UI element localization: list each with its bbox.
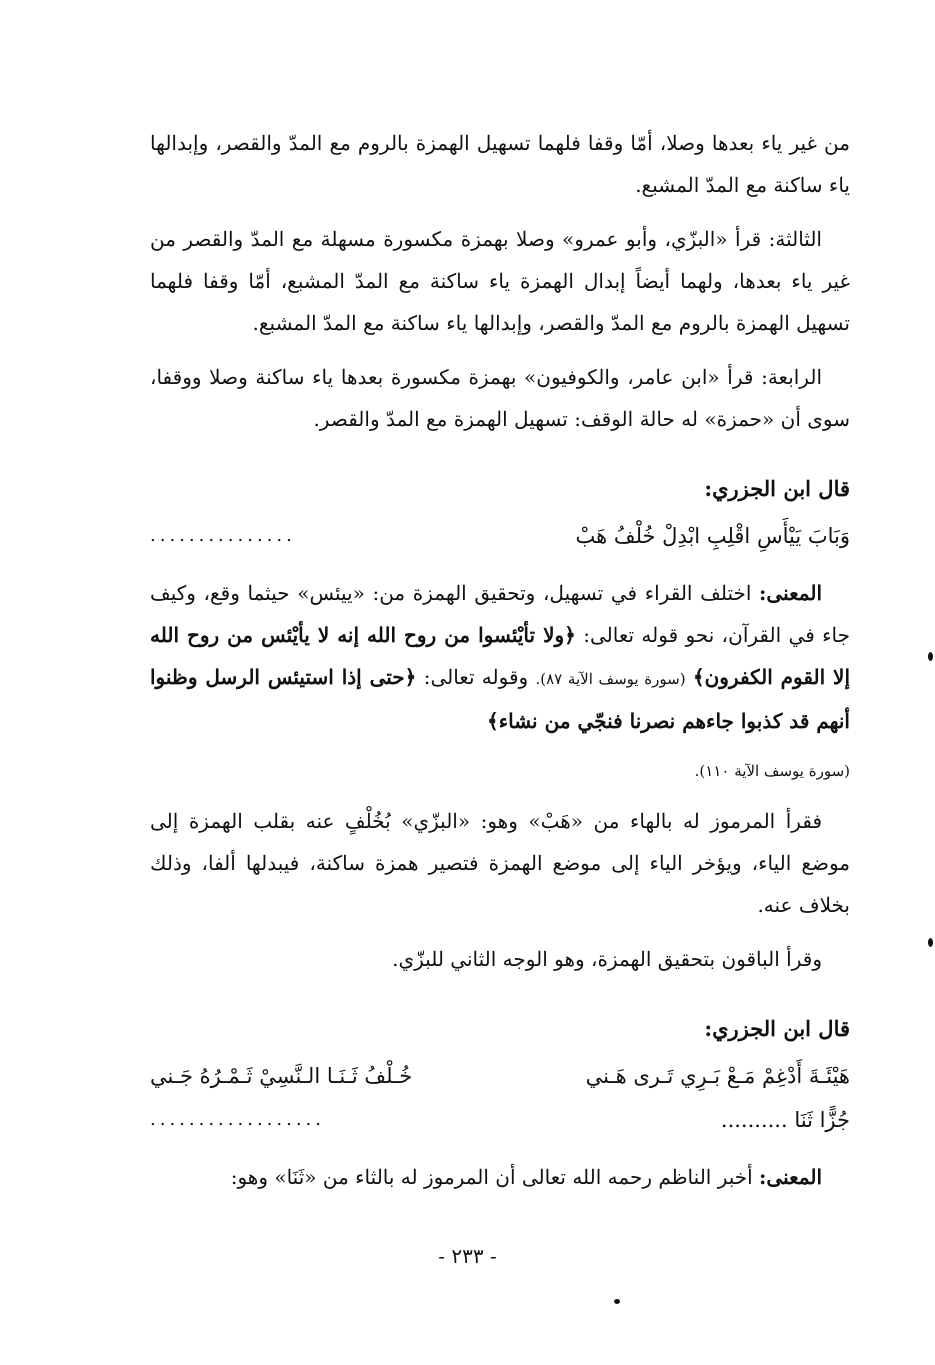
- meaning-text: اختلف القراء في تسهيل، وتحقيق الهمزة من: «ييئس» حيثما وقع، وكيف جاء في القرآن، نحو قوله تعالى:: [150, 581, 851, 647]
- paragraph: الرابعة: قرأ «ابن عامر، والكوفيون» بهمزة مكسورة بعدها ياء ساكنة وصلا ووقفا، سوى أن «حمزة» له حالة الوقف: تسهيل الهمزة مع المدّ والقصر.: [150, 365, 850, 431]
- verse-hemistich-left: خُـلْفُ ثَـنَـا الـنَّسِيْ ثَـمْـرُهُ جَـني: [150, 1064, 413, 1088]
- paragraph: الثالثة: قرأ «البزّي، وأبو عمرو» وصلا بهمزة مكسورة مسهلة مع المدّ والقصر من غير ياء بعدها، ولهما أيضاً إبدال الهمزة ياء ساكنة مع المدّ المشبع، أمّا وقفا فلهما تسهيل الهمزة بالروم مع المدّ والقصر، وإبدالها ياء ساكنة مع المدّ المشبع.: [150, 227, 850, 335]
- verse-hemistich-right: جُزًّا ثَنَا ..........: [720, 1108, 850, 1132]
- page-number: - ٢٣٣ -: [438, 1244, 497, 1268]
- connector-text: وقوله تعالى:: [423, 665, 529, 689]
- verse-hemistich-left: ..................: [150, 1109, 325, 1130]
- section-heading: قال ابن الجزري:: [704, 1016, 850, 1041]
- meaning-paragraph: [150, 572, 850, 742]
- paragraph: فقرأ المرموز له بالهاء من «هَبْ» وهو: «البزّي» بُخُلْفٍ عنه بقلب الهمزة إلى موضع الياء، ويؤخر الياء إلى موضع الهمزة فتصير همزة ساكنة، فيبدلها ألفا، وذلك بخلاف عنه.: [150, 809, 850, 917]
- paragraph: من غير ياء بعدها وصلا، أمّا وقفا فلهما تسهيل الهمزة بالروم مع المدّ والقصر، وإبدالها ياء ساكنة مع المدّ المشبع.: [150, 131, 850, 197]
- verse-hemistich-left: ...............: [150, 525, 296, 546]
- quran-quote: ﴿حتى إذا استيئس الرسل وظنوا أنهم قد كذبوا جاءهم نصرنا فنجّي من نشاء﴾: [150, 665, 850, 733]
- page-content: [150, 122, 850, 1210]
- meaning-text: أخبر الناظم رحمه الله تعالى أن المرموز له بالثاء من «ثَنَا» وهو:: [230, 1165, 753, 1189]
- verse-hemistich-right: هَيْئَـةَ أَدْغِمْ مَـعْ بَـرِي تَـرى هَـني: [585, 1064, 850, 1088]
- scan-speck: [928, 652, 933, 661]
- section-heading: قال ابن الجزري:: [704, 476, 850, 501]
- scan-speck: [928, 938, 933, 947]
- verse-line: [150, 1098, 850, 1142]
- meaning-paragraph: [150, 1156, 850, 1198]
- meaning-label: المعنى:: [759, 581, 822, 605]
- verse-hemistich-right: وَبَابَ يَيْأَسِ اقْلِبِ ابْدِلْ خُلْفُ هَبْ: [575, 524, 850, 548]
- quran-quote: ﴿ولا تأيْئسوا من روح الله إنه لا يأيْئس من روح الله إلا القوم الكفرون﴾: [150, 623, 851, 689]
- paragraph: وقرأ الباقون بتحقيق الهمزة، وهو الوجه الثاني للبزّي.: [392, 947, 822, 971]
- surah-reference: (سورة يوسف الآية ١١٠).: [694, 762, 850, 780]
- scan-speck: [614, 1299, 620, 1304]
- verse-line: [150, 514, 850, 558]
- meaning-label: المعنى:: [759, 1165, 822, 1189]
- surah-reference: (سورة يوسف الآية ٨٧).: [535, 670, 686, 688]
- verse-line: [150, 1054, 850, 1098]
